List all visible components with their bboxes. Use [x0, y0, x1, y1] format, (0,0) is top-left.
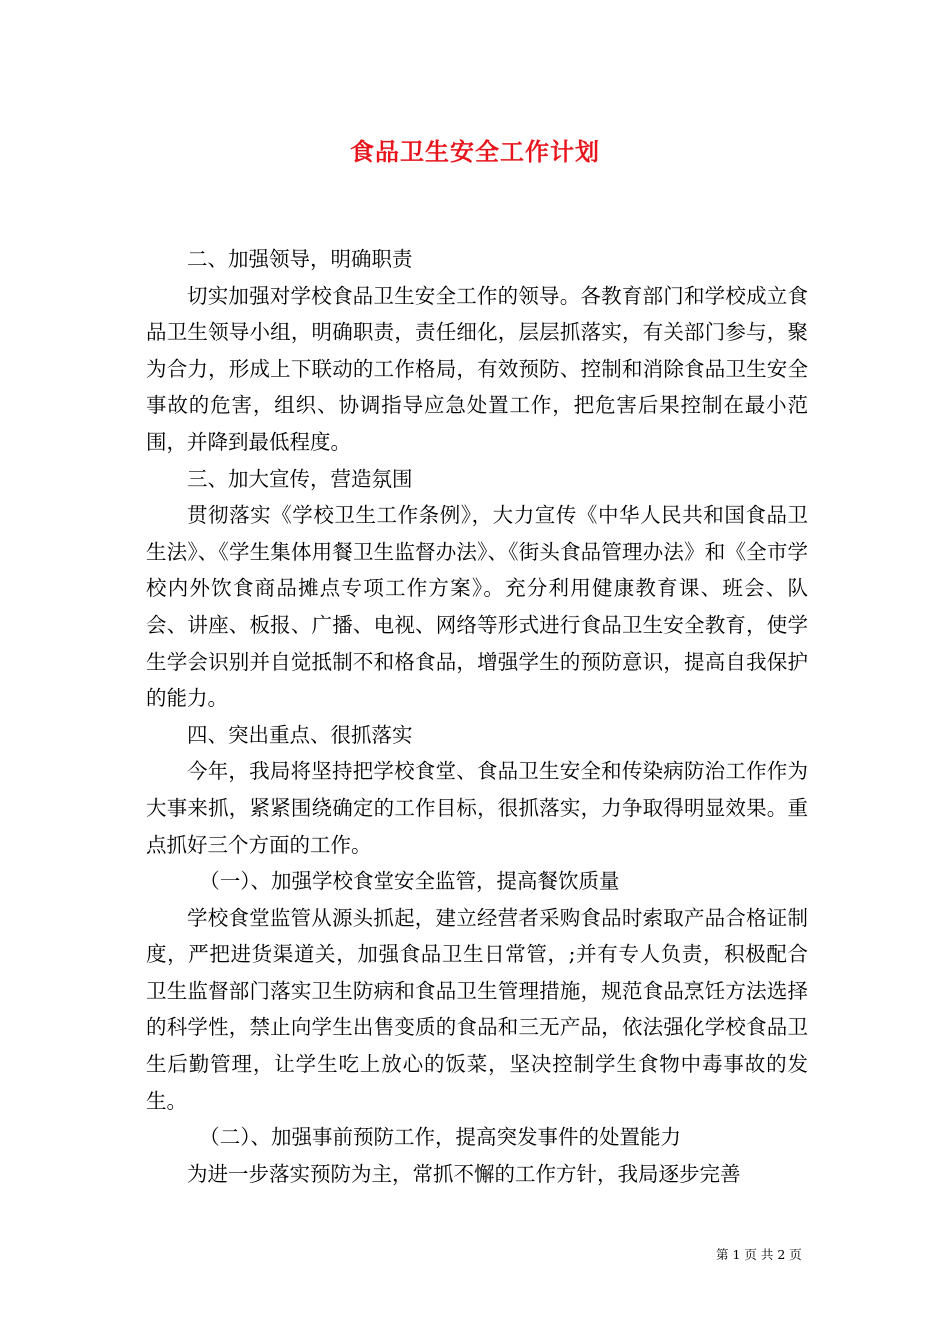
- section-heading: 二、加强领导，明确职责: [187, 247, 413, 271]
- paragraph: 切实加强对学校食品卫生安全工作的领导。各教育部门和学校成立食品卫生领导小组，明确职责，责任细化，层层抓落实，有关部门参与，聚为合力，形成上下联动的工作格局，有效预防、控制和消除食品卫生安全事故的危害，组织、协调指导应急处置工作，把危害后果控制在最小范围，并降到最低程度。: [146, 283, 808, 454]
- section-heading: （二）、加强事前预防工作，提高突发事件的处置能力: [199, 1125, 682, 1150]
- section-heading: （一）、加强学校食堂安全监管，提高餐饮质量: [199, 869, 620, 894]
- paragraph: 为进一步落实预防为主，常抓不懈的工作方针，我局逐步完善: [187, 1161, 741, 1186]
- paragraph: 今年，我局将坚持把学校食堂、食品卫生安全和传染病防治工作作为大事来抓，紧紧围绕确定的工作目标，很抓落实，力争取得明显效果。重点抓好三个方面的工作。: [146, 759, 808, 857]
- page-number: 第 1 页 共 2 页: [716, 1247, 802, 1262]
- section-heading: 四、突出重点、很抓落实: [187, 722, 413, 747]
- paragraph: 贯彻落实《学校卫生工作条例》，大力宣传《中华人民共和国食品卫生法》、《学生集体用餐卫生监督办法》、《街头食品管理办法》和《全市学校内外饮食商品摊点专项工作方案》。充分利用健康教育课、班会、队会、讲座、板报、广播、电视、网络等形式进行食品卫生安全教育，使学生学会识别并自觉抵制不和格食品，增强学生的预防意识，提高自我保护的能力。: [146, 503, 808, 711]
- section-heading: 三、加大宣传，营造氛围: [187, 466, 413, 491]
- document-body: [146, 241, 808, 1192]
- paragraph: 学校食堂监管从源头抓起，建立经营者采购食品时索取产品合格证制度，严把进货渠道关，加强食品卫生日常管，;并有专人负责，积极配合卫生监督部门落实卫生防病和食品卫生管理措施，规范食品烹饪方法选择的科学性，禁止向学生出售变质的食品和三无产品，依法强化学校食品卫生后勤管理，让学生吃上放心的饭菜，坚决控制学生食物中毒事故的发生。: [146, 905, 808, 1113]
- document-title: 食品卫生安全工作计划: [350, 137, 600, 166]
